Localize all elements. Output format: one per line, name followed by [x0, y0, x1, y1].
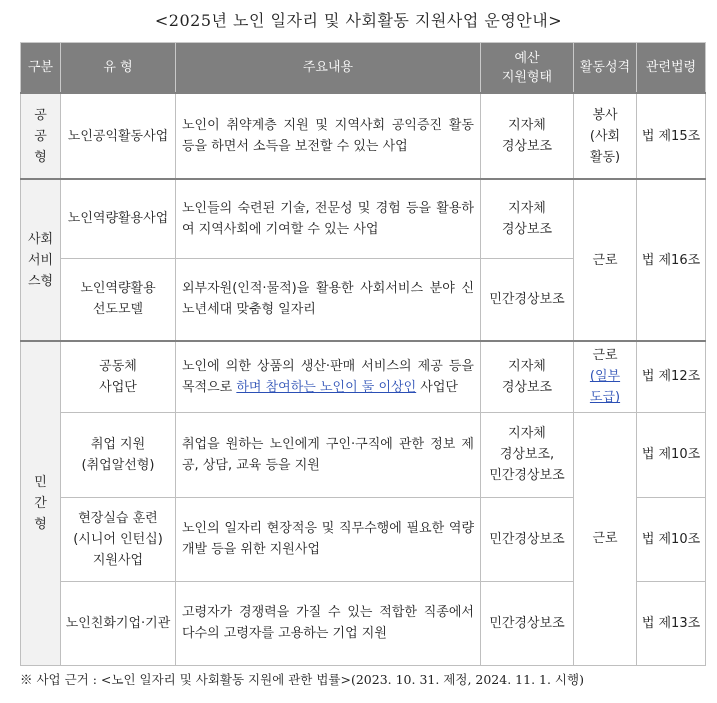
table-row	[21, 179, 706, 258]
type-internship: 현장실습 훈련 (시니어 인턴십) 지원사업	[61, 497, 176, 581]
header-gubun: 구분	[21, 43, 61, 94]
law-employment: 법 제10조	[637, 412, 706, 497]
header-content: 주요내용	[176, 43, 481, 94]
nature-community-link[interactable]: (일부 도급)	[589, 369, 621, 406]
content-capacity: 노인들의 숙련된 기술, 전문성 및 경험 등을 활용하여 지역사회에 기여할 수 있는 사업	[176, 179, 481, 258]
type-community: 공동체 사업단	[61, 341, 176, 412]
category-social-service: 사회 서비 스형	[21, 179, 61, 341]
law-community: 법 제12조	[637, 341, 706, 412]
content-employment: 취업을 원하는 노인에게 구인·구직에 관한 정보 제공, 상담, 교육 등을 지원	[176, 412, 481, 497]
budget-community: 지자체 경상보조	[481, 341, 574, 412]
type-public-interest: 노인공익활동사업	[61, 93, 176, 179]
type-leading-model: 노인역량활용 선도모델	[61, 258, 176, 341]
nature-community	[574, 341, 637, 412]
category-private: 민 간 형	[21, 341, 61, 665]
law-public-interest: 법 제15조	[637, 93, 706, 179]
budget-leading-model: 민간경상보조	[481, 258, 574, 341]
table-row	[21, 412, 706, 497]
content-community-tail: 사업단	[416, 379, 458, 395]
type-capacity: 노인역량활용사업	[61, 179, 176, 258]
header-type: 유 형	[61, 43, 176, 94]
page-title: <2025년 노인 일자리 및 사회활동 지원사업 운영안내>	[154, 11, 563, 30]
nature-private: 근로	[574, 412, 637, 665]
budget-internship: 민간경상보조	[481, 497, 574, 581]
budget-public-interest: 지자체 경상보조	[481, 93, 574, 179]
budget-friendly: 민간경상보조	[481, 581, 574, 665]
content-leading-model: 외부자원(인적·물적)을 활용한 사회서비스 분야 신노년세대 맞춤형 일자리	[176, 258, 481, 341]
budget-capacity: 지자체 경상보조	[481, 179, 574, 258]
law-friendly: 법 제13조	[637, 581, 706, 665]
table-header-row	[21, 43, 706, 94]
law-internship: 법 제10조	[637, 497, 706, 581]
nature-public-interest: 봉사 (사회 활동)	[574, 93, 637, 179]
header-nature: 활동성격	[574, 43, 637, 94]
law-social-service: 법 제16조	[637, 179, 706, 341]
content-public-interest: 노인이 취약계층 지원 및 지역사회 공익증진 활동 등을 하면서 소득을 보전할 수 있는 사업	[176, 93, 481, 179]
content-community	[176, 341, 481, 412]
program-table	[20, 42, 706, 666]
table-row	[21, 93, 706, 179]
content-friendly: 고령자가 경쟁력을 가질 수 있는 적합한 직종에서 다수의 고령자를 고용하는 기업 지원	[176, 581, 481, 665]
header-budget-line1: 예산	[514, 50, 540, 66]
content-community-text: 노인에 의한 상품의 생산·판매 서비스의 제공 등을 목적으로	[182, 358, 474, 395]
nature-community-main: 근로	[592, 348, 618, 364]
nature-social-service: 근로	[574, 179, 637, 341]
table-row	[21, 341, 706, 412]
header-budget-line2: 지원형태	[501, 69, 553, 85]
budget-employment: 지자체 경상보조, 민간경상보조	[481, 412, 574, 497]
type-friendly: 노인친화기업·기관	[61, 581, 176, 665]
footnote: ※ 사업 근거 : <노인 일자리 및 사회활동 지원에 관한 법률>(2023. 10. 31. 제정, 2024. 11. 1. 시행)	[20, 672, 584, 687]
header-budget	[481, 43, 574, 94]
content-community-link[interactable]: 하며 참여하는 노인이 둘 이상인	[236, 379, 417, 395]
type-employment: 취업 지원 (취업알선형)	[61, 412, 176, 497]
content-internship: 노인의 일자리 현장적응 및 직무수행에 필요한 역량 개발 등을 위한 지원사업	[176, 497, 481, 581]
category-public: 공 공 형	[21, 93, 61, 179]
header-law: 관련법령	[637, 43, 706, 94]
